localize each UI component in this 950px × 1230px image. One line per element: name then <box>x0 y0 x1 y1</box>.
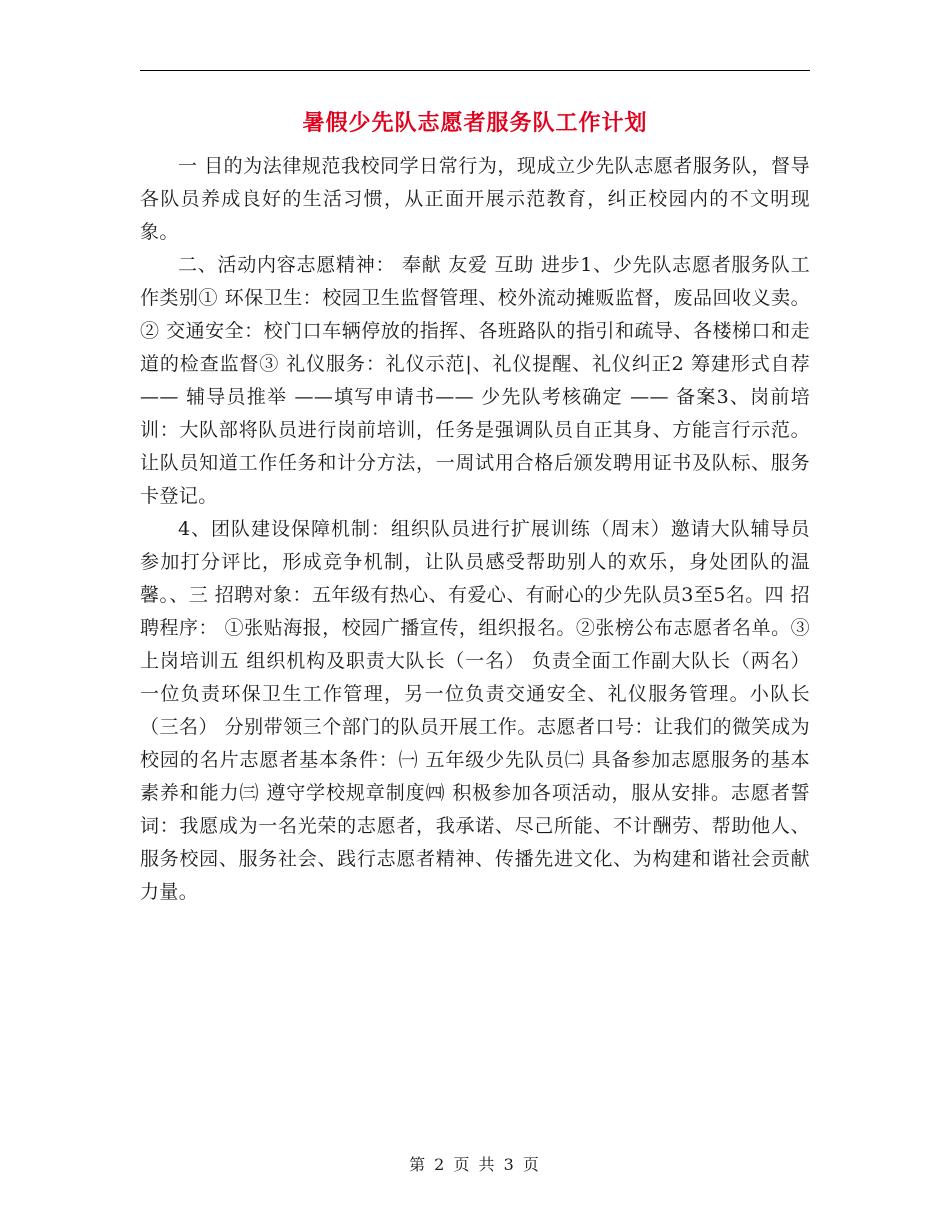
document-title: 暑假少先队志愿者服务队工作计划 <box>302 110 648 136</box>
paragraph-organization: 4、团队建设保障机制：组织队员进行扩展训练（周末）邀请大队辅导员参加打分评比，形成竞争机制，让队员感受帮助别人的欢乐，身处团队的温馨。、三 招聘对象：五年级有热心、有爱心、有耐心的少先队员3至5名。四 招聘程序： ①张贴海报，校园广播宣传，组织报名。②张榜公布志愿者名单。③上岗培训五 组织机构及职责大队长（一名） 负责全面工作副大队长（两名） 一位负责环保卫生工作管理，另一位负责交通安全、礼仪服务管理。小队长（三名） 分别带领三个部门的队员开展工作。志愿者口号：让我们的微笑成为校园的名片志愿者基本条件：㈠ 五年级少先队员㈡ 具备参加志愿服务的基本素养和能力㈢ 遵守学校规章制度㈣ 积极参加各项活动，服从安排。志愿者誓词：我愿成为一名光荣的志愿者，我承诺、尽己所能、不计酬劳、帮助他人、服务校园、服务社会、践行志愿者精神、传播先进文化、为构建和谐社会贡献力量。 <box>140 518 810 903</box>
paragraph-activities: 二、活动内容志愿精神： 奉献 友爱 互助 进步1、少先队志愿者服务队工作类别① 环保卫生：校园卫生监督管理、校外流动摊贩监督，废品回收义卖。② 交通安全：校门口车辆停放的指挥、各班路队的指引和疏导、各楼梯口和走道的检查监督③ 礼仪服务：礼仪示范|、礼仪提醒、礼仪纠正2 筹建形式自荐 —— 辅导员推举 ——填写申请书—— 少先队考核确定 —— 备案3、岗前培训：大队部将队员进行岗前培训，任务是强调队员自正其身、方能言行示范。让队员知道工作任务和计分方法，一周试用合格后颁发聘用证书及队标、服务卡登记。 <box>140 254 810 507</box>
header-rule <box>140 70 810 71</box>
paragraph-purpose: 一 目的为法律规范我校同学日常行为，现成立少先队志愿者服务队，督导各队员养成良好的生活习惯，从正面开展示范教育，纠正校园内的不文明现象。 <box>140 155 810 243</box>
page-number-footer: 第 2 页 共 3 页 <box>409 1155 541 1174</box>
document-body <box>140 150 810 909</box>
